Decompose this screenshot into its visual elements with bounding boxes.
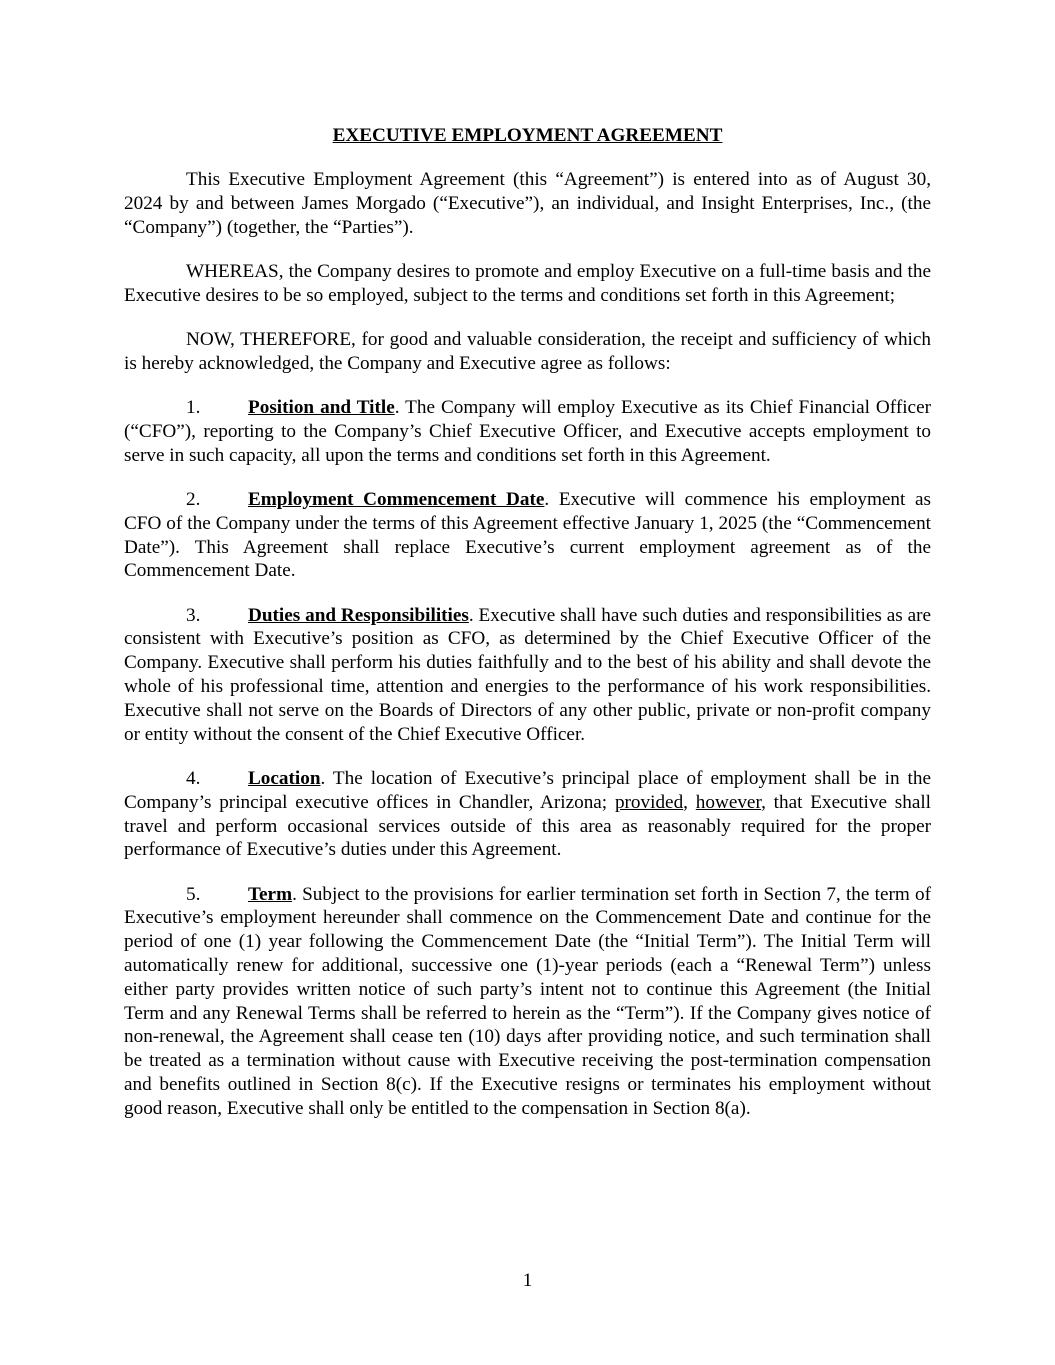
document-title: EXECUTIVE EMPLOYMENT AGREEMENT — [332, 125, 723, 146]
intro-paragraph: This Executive Employment Agreement (this “Agreement”) is entered into as of August 30, 2024 by and between James Morgado (“Executive”), an individual, and Insight Enterprises, Inc., (the “Company”) (together, the “Parties”). — [124, 169, 931, 238]
section-3 — [124, 604, 931, 747]
provided-term: provided — [614, 791, 684, 813]
section-text: . Executive will commence his employment as CFO of the Company under the terms of this Agreement effective January 1, 2025 (the “Commencement Date”). This Agreement shall replace Executive’s current employment agreement as of the Commencement Date. — [124, 488, 931, 582]
section-text: . The Company will employ Executive as its Chief Financial Officer (“CFO”), reporting to the Company’s Chief Executive Officer, and Executive accepts employment to serve in such capacity, all upon the terms and conditions set forth in this Agreement. — [124, 397, 931, 466]
section-number: 3. — [186, 604, 201, 626]
section-heading: Employment Commencement Date — [248, 488, 545, 510]
section-number: 1. — [186, 397, 201, 419]
section-number: 2. — [186, 488, 201, 510]
section-number: 4. — [186, 767, 201, 789]
section-heading: Term — [248, 883, 293, 905]
section-text: . Subject to the provisions for earlier termination set forth in Section 7, the term of Executive’s employment hereunder shall commence on the Commencement Date and continue for the period of one (1) year following the Commencement Date (the “Initial Term”). The Initial Term will automatically renew for additional, successive one (1)-year periods (each a “Renewal Term”) unless either party provides written notice of such party’s intent not to continue this Agreement (the Initial Term and any Renewal Terms shall be referred to herein as the “Term”). If the Company gives notice of non-renewal, the Agreement shall cease ten (10) days after providing notice, and such termination shall be treated as a termination without cause with Executive receiving the post-termination compensation and benefits outlined in Section 8(c). If the Executive resigns or terminates his employment without good reason, Executive shall only be entitled to the compensation in Section 8(a). — [124, 883, 931, 1119]
section-5 — [124, 883, 931, 1121]
section-text: , that Executive shall travel and perform occasional services outside of this area as reasonably required for the proper performance of Executive’s duties under this Agreement. — [124, 791, 932, 861]
section-heading: Position and Title — [248, 397, 395, 419]
whereas-paragraph: WHEREAS, the Company desires to promote and employ Executive on a full-time basis and the Executive desires to be so employed, subject to the terms and conditions set forth in this Agreement; — [124, 260, 931, 306]
now-therefore-paragraph: NOW, THEREFORE, for good and valuable consideration, the receipt and sufficiency of which is hereby acknowledged, the Company and Executive agree as follows: — [124, 328, 931, 374]
section-heading: Location — [248, 767, 321, 789]
section-text: . Executive shall have such duties and responsibilities as are consistent with Executive’s position as CFO, as determined by the Chief Executive Officer of the Company. Executive shall perform his duties faithfully and to the best of his ability and shall devote the whole of his professional time, attention and energies to the performance of his work responsibilities. Executive shall not serve on the Boards of Directors of any other public, private or non-profit company or entity without the consent of the Chief Executive Officer. — [124, 604, 931, 745]
section-4 — [124, 767, 931, 862]
section-text: . The location of Executive’s principal place of employment shall be in the Company’s principal executive offices in Chandler, Arizona; — [124, 767, 931, 813]
section-2 — [124, 488, 931, 583]
section-number: 5. — [186, 883, 201, 905]
separator: , — [683, 791, 696, 813]
however-term: however — [695, 791, 762, 813]
section-1 — [124, 396, 931, 467]
document-page — [124, 124, 931, 1141]
section-heading: Duties and Responsibilities — [248, 604, 469, 626]
page-number: 1 — [522, 1270, 533, 1291]
